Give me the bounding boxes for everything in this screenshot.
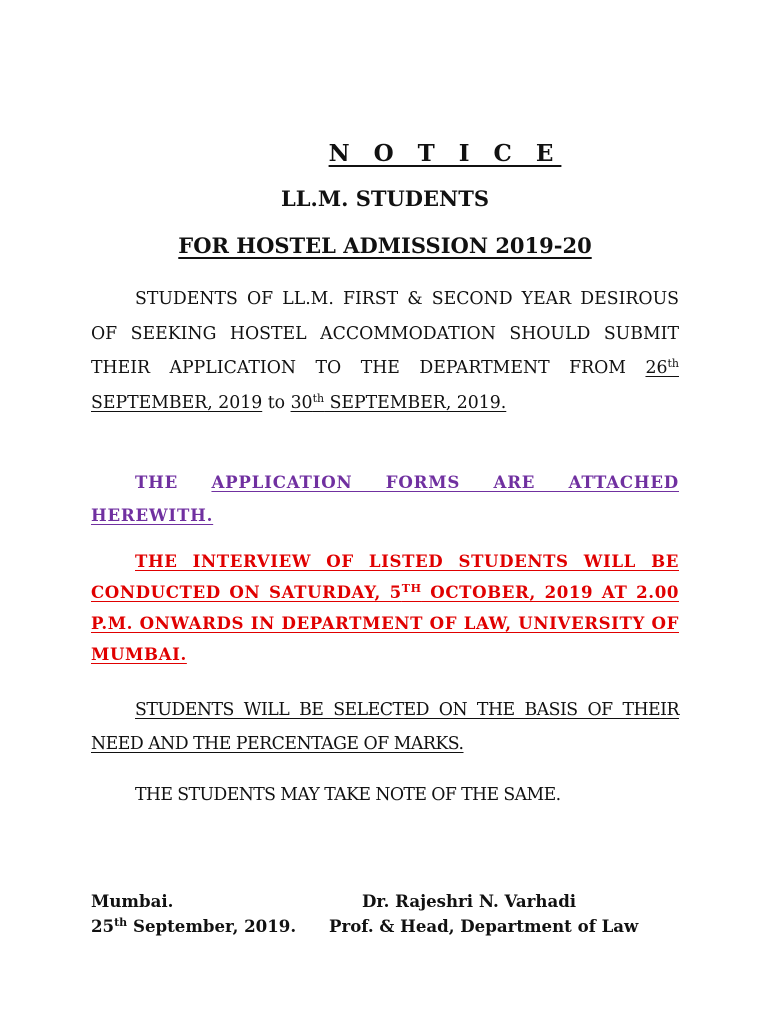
end-day-suffix: th <box>312 391 325 405</box>
end-day: 30 <box>290 392 313 413</box>
notice-title: N O T I C E <box>328 140 562 167</box>
footer-place-date <box>91 889 296 939</box>
footer-date <box>91 914 296 939</box>
application-paragraph <box>91 282 679 420</box>
footer-date-day: 25 <box>91 916 115 936</box>
forms-paragraph <box>91 466 679 532</box>
notice-subtitle: LL.M. STUDENTS <box>280 186 490 211</box>
start-day: 26 <box>645 358 668 378</box>
footer-date-rest: September, 2019. <box>127 916 297 936</box>
start-month-year: SEPTEMBER, 2019 <box>91 392 263 413</box>
signatory-name: Dr. Rajeshri N. Varhadi <box>362 891 577 911</box>
application-text: STUDENTS OF LL.M. FIRST & SECOND YEAR DESIROUS OF SEEKING HOSTEL ACCOMMODATION SHOULD SUBMIT THEIR APPLICATION TO THE DEPARTMENT FROM <box>91 289 679 378</box>
interview-paragraph <box>91 546 679 670</box>
signatory-block <box>329 889 638 939</box>
footer-place: Mumbai. <box>91 891 174 911</box>
application-end-date <box>291 393 507 413</box>
selection-paragraph: STUDENTS WILL BE SELECTED ON THE BASIS OF THEIR NEED AND THE PERCENTAGE OF MARKS. <box>91 700 679 754</box>
end-month-year: SEPTEMBER, 2019. <box>324 392 507 413</box>
note-paragraph: THE STUDENTS MAY TAKE NOTE OF THE SAME. <box>135 785 561 805</box>
start-day-suffix: th <box>667 357 679 370</box>
notice-purpose-heading: FOR HOSTEL ADMISSION 2019-20 <box>178 233 592 258</box>
date-joiner: to <box>262 392 291 413</box>
interview-text-start: THE INTERVIEW OF LISTED STUDENTS WILL BE CONDUCTED ON SATURDAY, 5 <box>91 551 679 602</box>
footer-date-suffix: th <box>114 916 128 929</box>
interview-text-end: OCTOBER, 2019 AT 2.00 P.M. ONWARDS IN DEPARTMENT OF LAW, UNIVERSITY OF MUMBAI. <box>91 582 679 664</box>
signatory-title: Prof. & Head, Department of Law <box>329 916 639 936</box>
forms-attached-text: APPLICATION FORMS ARE ATTACHED HEREWITH. <box>91 472 679 525</box>
forms-lead: THE <box>135 472 212 492</box>
interview-date-suffix: TH <box>401 582 422 595</box>
